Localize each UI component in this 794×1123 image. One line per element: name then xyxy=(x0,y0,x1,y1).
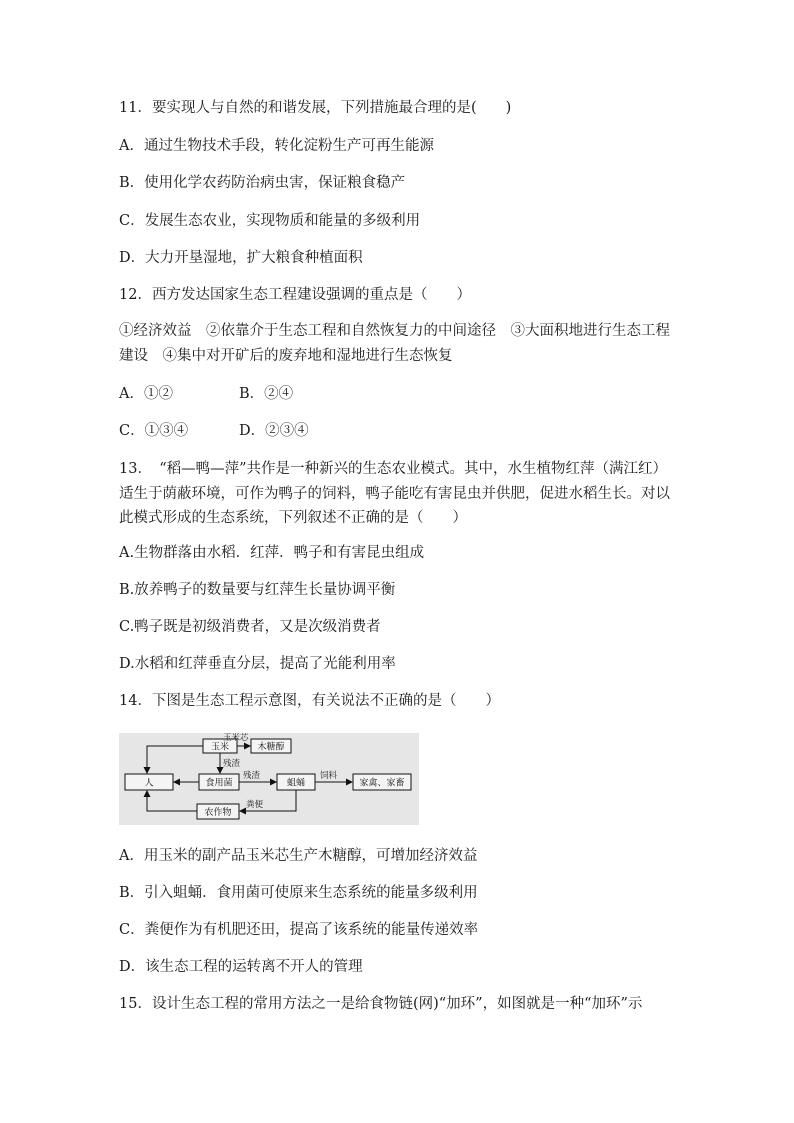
q12-statements: ①经济效益 ②依靠介于生态工程和自然恢复力的中间途径 ③大面积地进行生态工程建设 ④集中对开矿后的废弃地和湿地进行生态恢复 xyxy=(119,323,670,364)
q12-option-c: C．①③④ xyxy=(119,423,189,439)
node-crops: 农作物 xyxy=(204,808,232,818)
node-xylitol: 木糖醇 xyxy=(257,742,285,753)
q11-option-a: A．通过生物技术手段，转化淀粉生产可再生能源 xyxy=(119,138,434,154)
q14-option-d: D．该生态工程的运转离不开人的管理 xyxy=(119,959,363,975)
arrow-crops-person xyxy=(147,791,197,811)
arrow-corn-person xyxy=(147,746,203,773)
q13-option-a: A.生物群落由水稻．红萍．鸭子和有害昆虫组成 xyxy=(119,545,425,561)
q11-option-d: D．大力开垦湿地，扩大粮食种植面积 xyxy=(119,250,363,266)
diagram-svg xyxy=(119,733,419,825)
q15-stem: 15．设计生态工程的常用方法之一是给食物链(网)“加环”，如图就是一种“加环”示 xyxy=(119,996,643,1012)
q14-option-c: C．粪便作为有机肥还田，提高了该系统的能量传递效率 xyxy=(119,922,479,938)
label-manure: 粪便 xyxy=(246,800,264,810)
node-maggot: 蛆蛹 xyxy=(286,778,306,789)
ecological-engineering-diagram xyxy=(119,733,419,825)
q12-options-row1 xyxy=(119,384,293,404)
label-corncob: 玉米芯 xyxy=(223,733,249,743)
node-fungus: 食用菌 xyxy=(205,778,233,789)
node-corn: 玉米 xyxy=(210,742,230,753)
label-feed: 饲料 xyxy=(320,771,338,781)
q12-stem: 12．西方发达国家生态工程建设强调的重点是（ ） xyxy=(119,287,471,303)
q14-option-b: B．引入蛆蛹．食用菌可使原来生态系统的能量多级利用 xyxy=(119,885,478,901)
q12-option-d: D．②③④ xyxy=(239,423,309,439)
q13-option-b: B.放养鸭子的数量要与红萍生长量协调平衡 xyxy=(119,582,396,598)
q11-option-b: B．使用化学农药防治病虫害，保证粮食稳产 xyxy=(119,175,406,191)
node-person: 人 xyxy=(144,778,154,789)
q12-options-row2 xyxy=(119,421,309,441)
label-residue-1: 残渣 xyxy=(223,759,241,769)
label-residue-2: 残渣 xyxy=(243,771,261,781)
q13-option-c: C.鸭子既是初级消费者，又是次级消费者 xyxy=(119,619,381,635)
q12-option-b: B．②④ xyxy=(239,386,294,402)
q14-stem: 14．下图是生态工程示意图，有关说法不正确的是（ ） xyxy=(119,693,500,709)
q14-option-a: A．用玉米的副产品玉米芯生产木糖醇，可增加经济效益 xyxy=(119,848,478,864)
q11-option-c: C．发展生态农业，实现物质和能量的多级利用 xyxy=(119,213,421,229)
q13-stem: 13． “稻—鸭—萍”共作是一种新兴的生态农业模式。其中，水生植物红萍（满江红）适生于荫蔽环境，可作为鸭子的饲料，鸭子能吃有害昆虫并供肥，促进水稻生长。对以此模式形成的生态系统，下列叙述不正确的是（ ） xyxy=(119,461,670,526)
node-poultry: 家禽、家畜 xyxy=(359,778,405,789)
q12-option-a: A．①② xyxy=(119,386,173,402)
q13-option-d: D.水稻和红萍垂直分层，提高了光能利用率 xyxy=(119,656,396,672)
q11-stem: 11．要实现人与自然的和谐发展，下列措施最合理的是( ) xyxy=(119,100,512,116)
